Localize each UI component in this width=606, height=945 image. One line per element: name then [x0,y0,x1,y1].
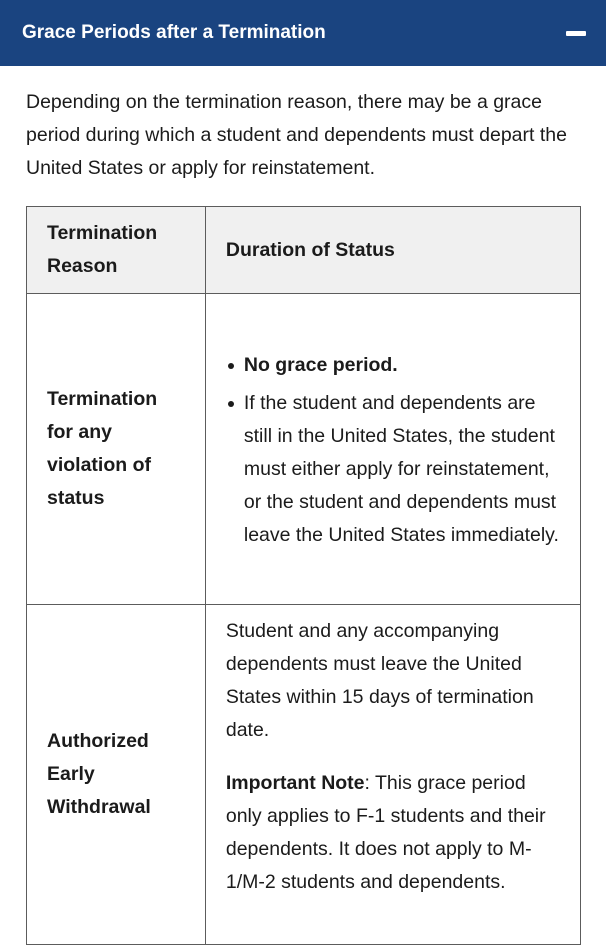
table-header-row [27,207,581,294]
duration-list [226,333,560,565]
duration-cell [205,294,580,605]
grace-period-table [26,206,581,945]
important-note [226,767,560,899]
important-note-text: : This grace period only applies to F-1 students and their dependents. It does not apply to M-1/M-2 students and dependents. [225,772,546,893]
list-item: If the student and dependents are still in the United States, the student must either apply for reinstatement, or the student and dependents must leave the United States immediately. [226,387,560,552]
duration-paragraph: Student and any accompanying dependents must leave the United States within 15 days of termination date. [225,620,534,741]
important-note-label: Important Note [225,772,365,794]
list-item: No grace period. [226,349,560,382]
column-header-reason: Termination Reason [27,207,206,294]
accordion-header[interactable] [0,0,606,66]
minus-icon[interactable] [566,31,586,36]
intro-paragraph: Depending on the termination reason, there may be a grace period during which a student and dependents must depart the United States or apply for reinstatement. [26,91,567,179]
reason-cell: Termination for any violation of status [27,294,206,605]
accordion-title: Grace Periods after a Termination [22,22,326,43]
table-row [27,605,581,945]
table-row [27,294,581,605]
column-header-duration: Duration of Status [205,207,580,294]
duration-cell [205,605,580,945]
reason-cell: Authorized Early Withdrawal [27,605,206,945]
